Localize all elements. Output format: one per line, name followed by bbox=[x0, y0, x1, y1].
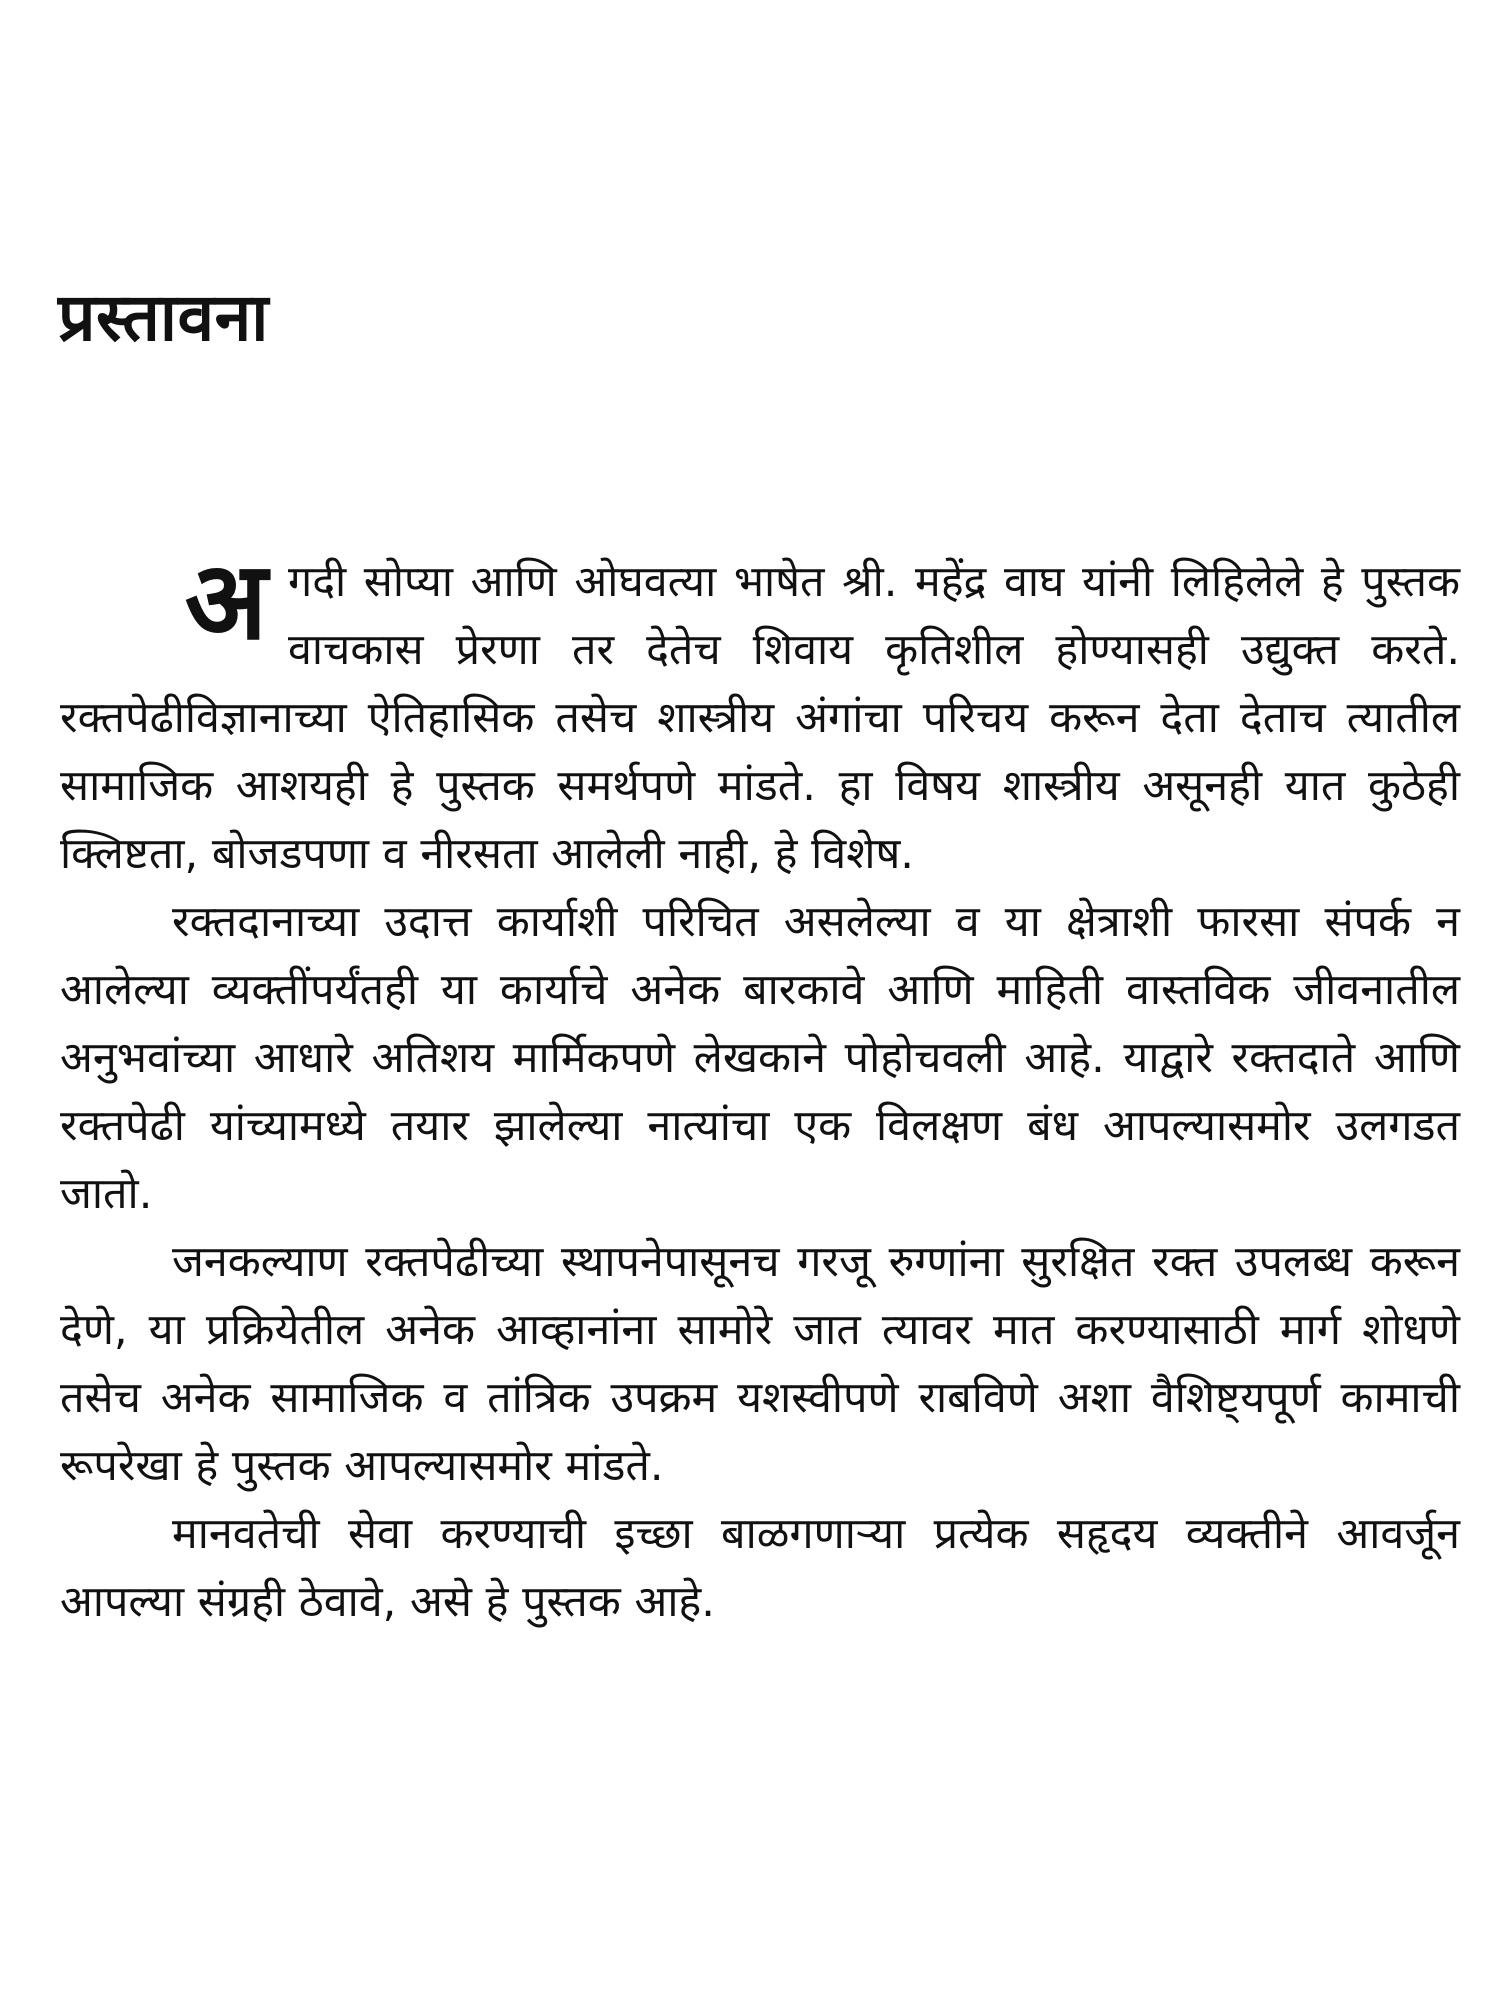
paragraph-2: रक्तदानाच्या उदात्त कार्याशी परिचित असलेल्या व या क्षेत्राशी फारसा संपर्क न आलेल्या व्यक्तींपर्यंतही या कार्याचे अनेक बारकावे आणि माहिती वास्तविक जीवनातील अनुभवांच्या आधारे अतिशय मार्मिकपणे लेखकाने पोहोचवली आहे. याद्वारे रक्तदाते आणि रक्तपेढी यांच्यामध्ये तयार झालेल्या नात्यांचा एक विलक्षण बंध आपल्यासमोर उलगडत जातो. bbox=[60, 897, 1460, 1219]
paragraph-1-text: गदी सोप्या आणि ओघवत्या भाषेत श्री. महेंद्र वाघ यांनी लिहिलेले हे पुस्तक वाचकास प्रेरणा तर देतेच शिवाय कृतिशील होण्यासही उद्युक्त करते. रक्तपेढीविज्ञानाच्या ऐतिहासिक तसेच शास्त्रीय अंगांचा परिचय करून देता देताच त्यातील सामाजिक आशयही हे पुस्तक समर्थपणे मांडते. हा विषय शास्त्रीय असूनही यात कुठेही क्लिष्टता, बोजडपणा व नीरसता आलेली नाही, हे विशेष. bbox=[60, 557, 1460, 879]
paragraph-4: मानवतेची सेवा करण्याची इच्छा बाळगणाऱ्या प्रत्येक सहृदय व्यक्तीने आवर्जून आपल्या संग्रही ठेवावे, असे हे पुस्तक आहे. bbox=[60, 1509, 1460, 1627]
paragraph-1 bbox=[60, 539, 1460, 888]
body-text bbox=[60, 539, 1460, 1636]
drop-cap: अ bbox=[184, 539, 268, 664]
paragraph-3: जनकल्याण रक्तपेढीच्या स्थापनेपासूनच गरजू रुग्णांना सुरक्षित रक्त उपलब्ध करून देणे, या प्रक्रियेतील अनेक आव्हानांना सामोरे जात त्यावर मात करण्यासाठी मार्ग शोधणे तसेच अनेक सामाजिक व तांत्रिक उपक्रम यशस्वीपणे राबविणे अशा वैशिष्ट्यपूर्ण कामाची रूपरेखा हे पुस्तक आपल्यासमोर मांडते. bbox=[60, 1237, 1460, 1491]
page-title: प्रस्तावना bbox=[58, 279, 269, 356]
